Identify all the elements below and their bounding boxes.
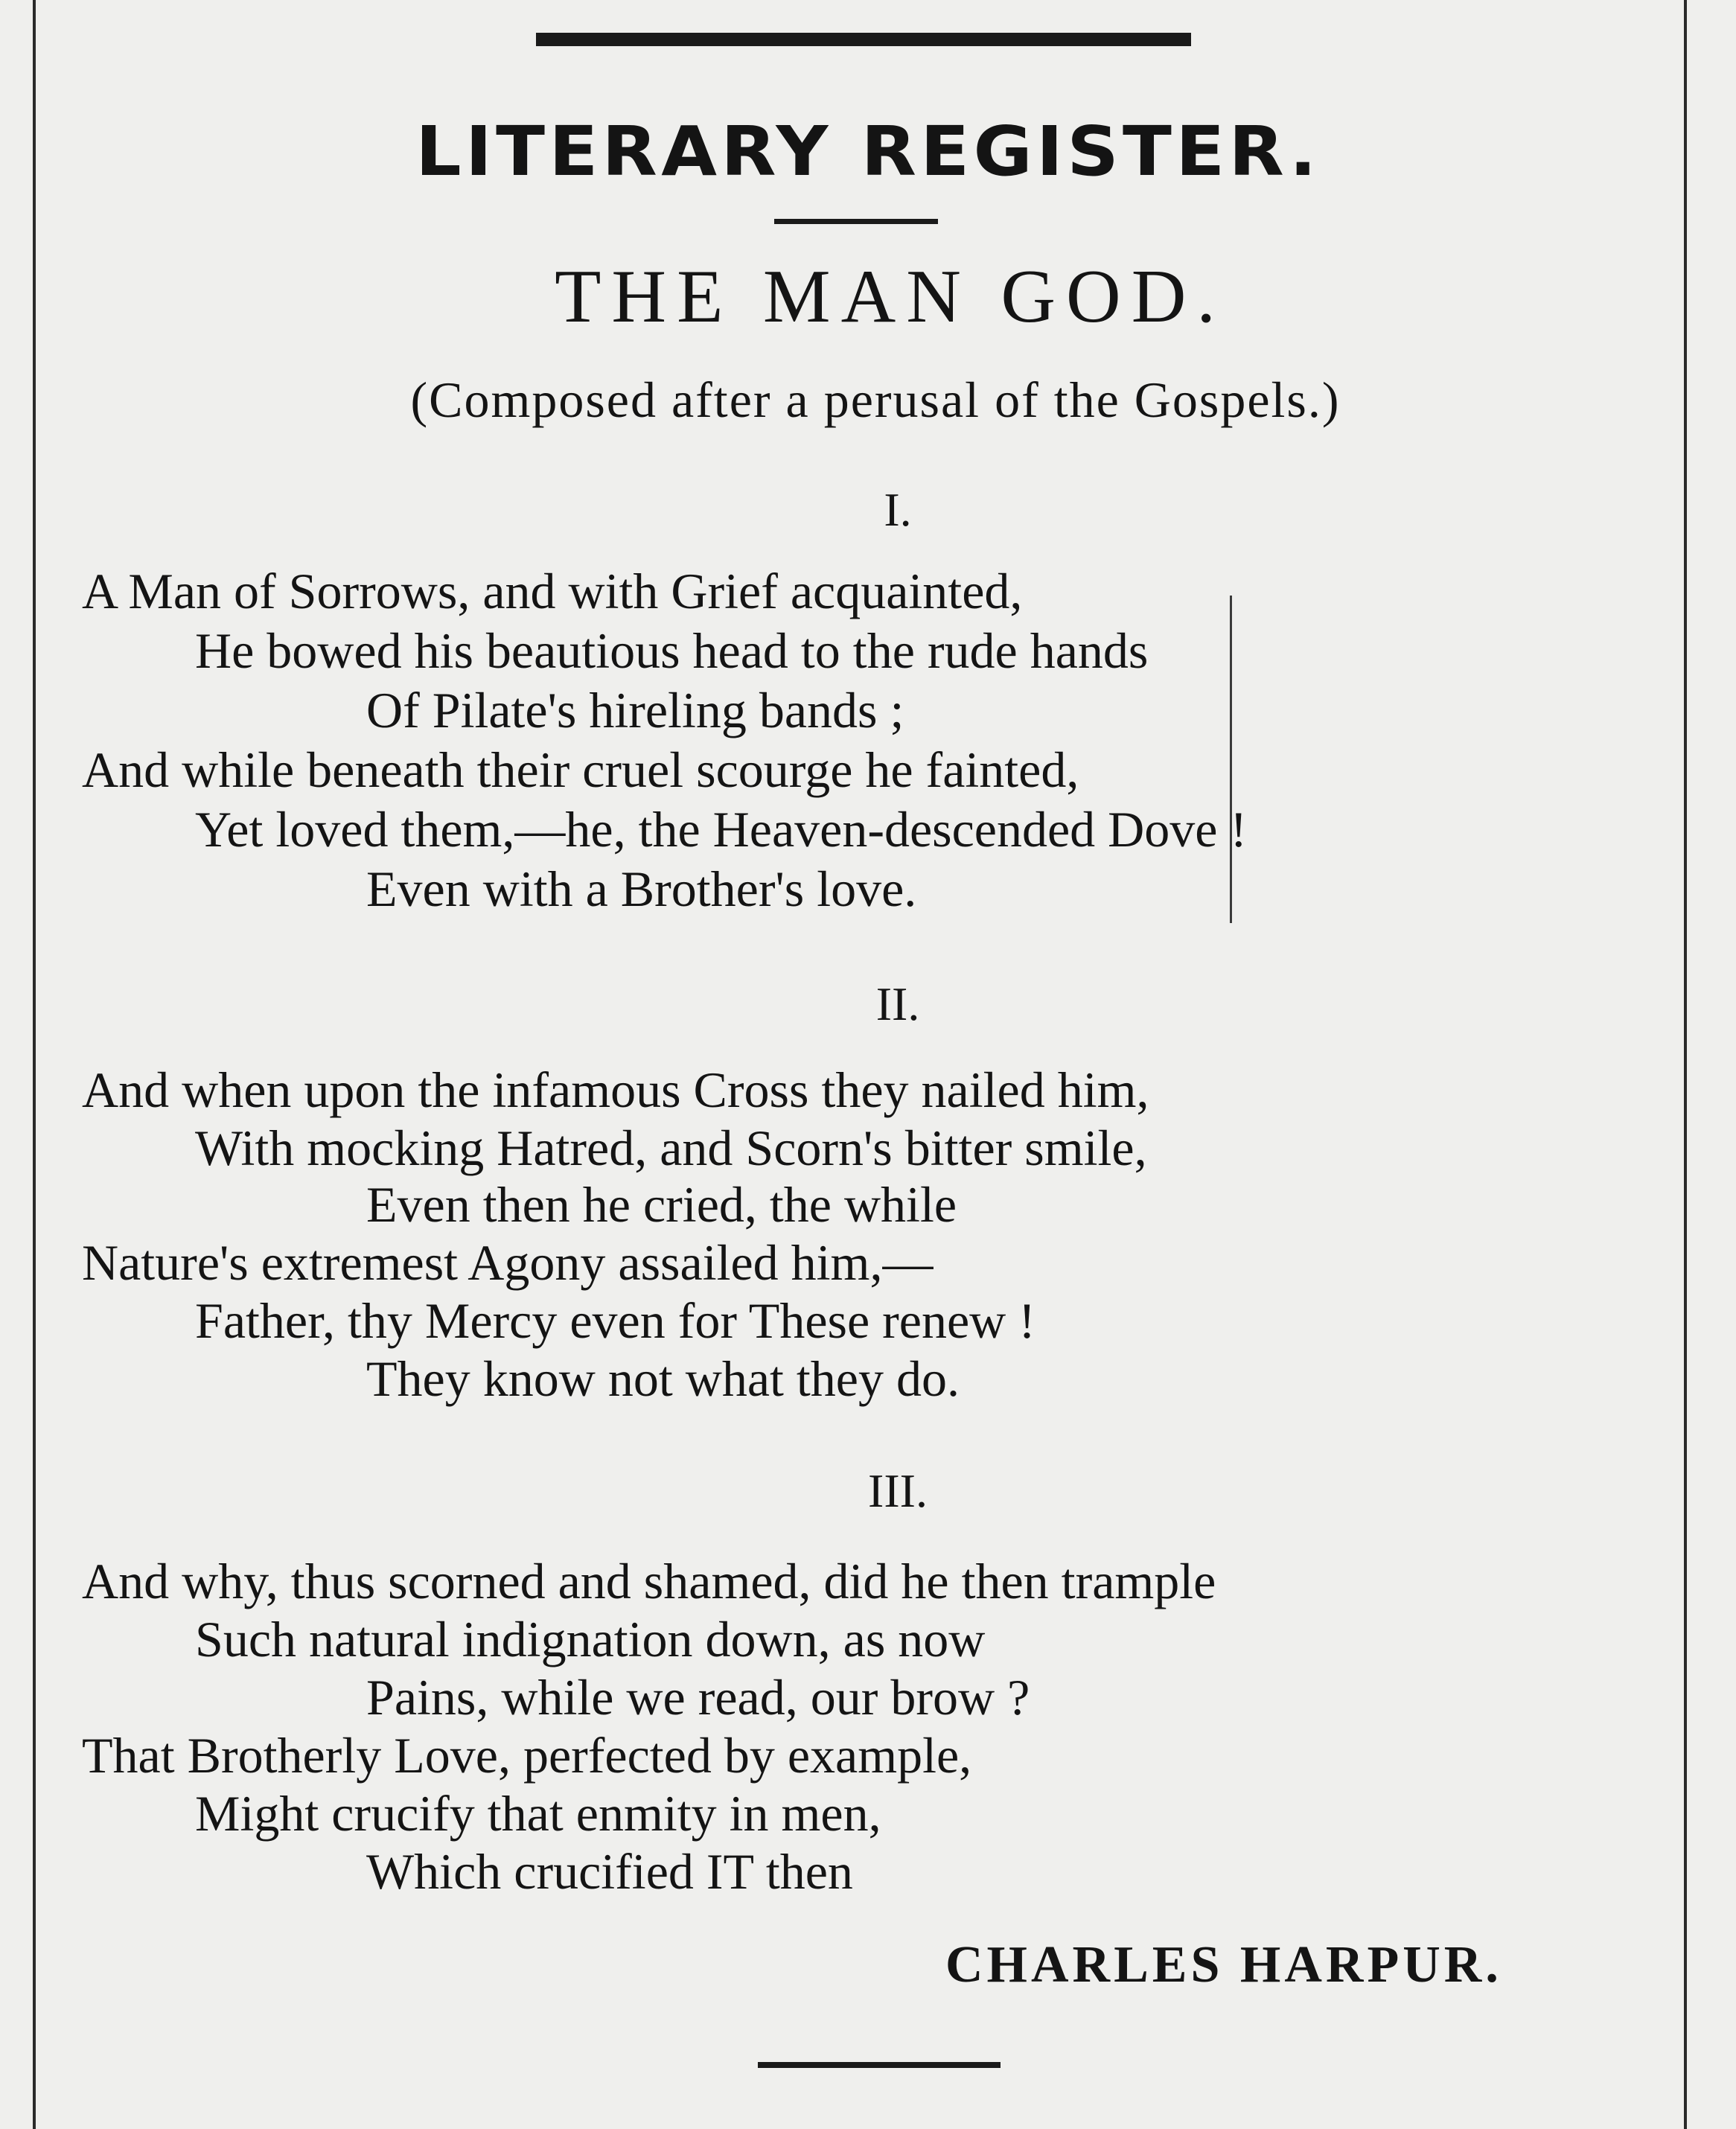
poem-line: They know not what they do. bbox=[366, 1350, 960, 1407]
poem-line: And why, thus scorned and shamed, did he then trample bbox=[82, 1553, 1216, 1609]
poem-line: Nature's extremest Agony assailed him,— bbox=[82, 1234, 934, 1291]
top-rule bbox=[536, 33, 1191, 46]
poem-line: Might crucify that enmity in men, bbox=[195, 1785, 881, 1842]
poem-subtitle: (Composed after a perusal of the Gospels.) bbox=[410, 371, 1341, 428]
bottom-rule bbox=[758, 2062, 1001, 2068]
fold-crease bbox=[1230, 596, 1232, 923]
poem-line: Such natural indignation down, as now bbox=[195, 1611, 986, 1667]
poem-title: THE MAN GOD. bbox=[555, 255, 1226, 339]
poem-line: Father, thy Mercy even for These renew ! bbox=[195, 1292, 1035, 1349]
stanza-numeral: I. bbox=[884, 483, 912, 536]
poem-line: With mocking Hatred, and Scorn's bitter smile, bbox=[195, 1120, 1147, 1176]
masthead: LITERARY REGISTER. bbox=[415, 112, 1321, 191]
stanza-numeral: III. bbox=[868, 1464, 928, 1517]
poem-line: Even then he cried, the while bbox=[366, 1176, 957, 1233]
poem-line: Yet loved them,—he, the Heaven-descended Dove ! bbox=[195, 801, 1248, 858]
poem-line: He bowed his beautious head to the rude hands bbox=[195, 622, 1149, 679]
poem-line: And when upon the infamous Cross they nailed him, bbox=[82, 1062, 1149, 1118]
poem-line: That Brotherly Love, perfected by example, bbox=[82, 1727, 972, 1784]
poem-line: And while beneath their cruel scourge he fainted, bbox=[82, 741, 1079, 798]
poem-line: Pains, while we read, our brow ? bbox=[366, 1669, 1030, 1726]
poem-line: Which crucified IT then bbox=[366, 1843, 853, 1900]
poem-line: A Man of Sorrows, and with Grief acquainted, bbox=[82, 563, 1023, 619]
author-signature: CHARLES HARPUR. bbox=[945, 1936, 1502, 1994]
poem-line: Even with a Brother's love. bbox=[366, 861, 917, 917]
poem-line: Of Pilate's hireling bands ; bbox=[366, 682, 904, 738]
stanza-numeral: II. bbox=[875, 977, 920, 1030]
masthead-divider bbox=[774, 219, 938, 224]
